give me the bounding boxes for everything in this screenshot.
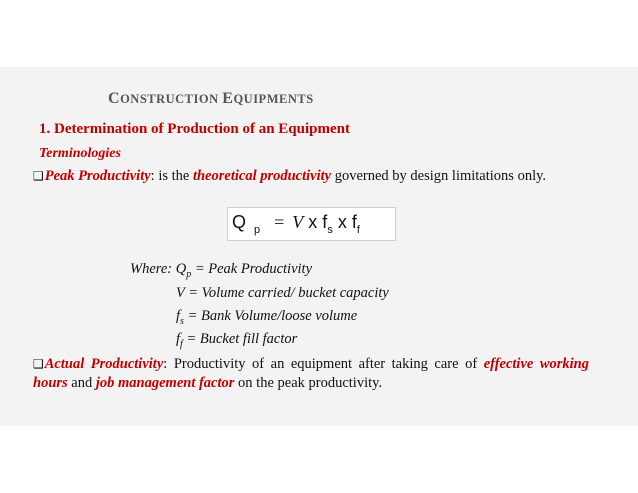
section-heading: 1. Determination of Production of an Equipment [39,121,350,137]
where-line-fs: $f_s$ = Bank Volume/loose volume [176,308,358,327]
slide-header: CONSTRUCTION EQUIPMENTS [108,90,314,107]
effective-working-hours-emphasis: effective working hours [33,356,589,391]
actual-productivity-paragraph: ❑Actual Productivity: Productivity of an equipment after taking care of effective working hours and job management factor on the peak productivity. [33,356,589,391]
where-line-v: V = Volume carried/ bucket capacity [176,285,389,301]
bullet-icon: ❑ [33,357,44,371]
theoretical-productivity-emphasis: theoretical productivity [192,168,332,184]
bullet-icon: ❑ [33,169,44,183]
peak-productivity-term: Peak Productivity [44,168,151,184]
peak-productivity-paragraph: ❑Peak Productivity: is the theoretical productivity governed by design limitations only. [33,168,547,184]
peak-productivity-formula: Q $_p$ = V x $f_s$ x $f_f$ [232,212,360,236]
actual-productivity-term: Actual Productivity [44,356,164,372]
job-management-factor-emphasis: job management factor [95,375,235,391]
terminologies-subheading: Terminologies [39,146,121,161]
where-line-ff: $f_f$ = Bucket fill factor [176,331,298,350]
where-line-qp: Where: $Q_p$ = Peak Productivity [130,261,313,280]
